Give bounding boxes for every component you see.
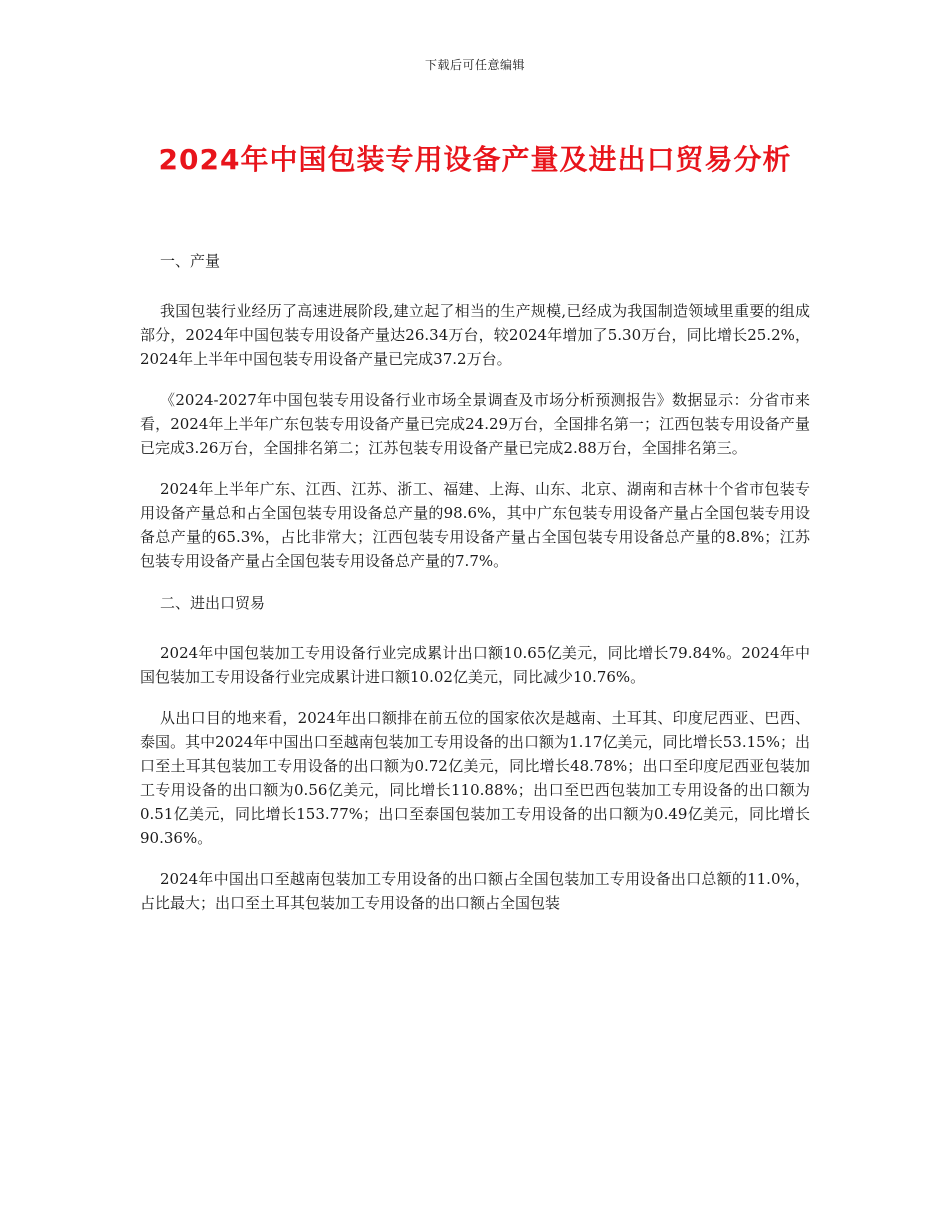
paragraph: 我国包装行业经历了高速进展阶段,建立起了相当的生产规模,已经成为我国制造领域里重要的组成部分，2024年中国包装专用设备产量达26.34万台，较2024年增加了5.30万台，同比增长25.2%，2024年上半年中国包装专用设备产量已完成37.2万台。 xyxy=(140,302,810,368)
paragraph: 《2024-2027年中国包装专用设备行业市场全景调查及市场分析预测报告》数据显示：分省市来看，2024年上半年广东包装专用设备产量已完成24.29万台，全国排名第一；江西包装专用设备产量已完成3.26万台，全国排名第二；江苏包装专用设备产量已完成2.88万台，全国排名第三。 xyxy=(140,391,810,457)
section-heading: 一、产量 xyxy=(160,252,221,270)
document-title: 2024年中国包装专用设备产量及进出口贸易分析 xyxy=(158,143,792,176)
section-trade xyxy=(140,590,810,915)
page-header-note: 下载后可任意编辑 xyxy=(424,58,525,72)
paragraph: 2024年上半年广东、江西、江苏、浙工、福建、上海、山东、北京、湖南和吉林十个省市包装专用设备产量总和占全国包装专用设备总产量的98.6%，其中广东包装专用设备产量占全国包装专用设备总产量的65.3%，占比非常大；江西包装专用设备产量占全国包装专用设备总产量的8.8%；江苏包装专用设备产量占全国包装专用设备总产量的7.7%。 xyxy=(140,480,810,570)
section-heading: 二、进出口贸易 xyxy=(160,594,266,612)
paragraph: 从出口目的地来看，2024年出口额排在前五位的国家依次是越南、土耳其、印度尼西亚、巴西、泰国。其中2024年中国出口至越南包装加工专用设备的出口额为1.17亿美元，同比增长53.15%；出口至土耳其包装加工专用设备的出口额为0.72亿美元，同比增长48.78%；出口至印度尼西亚包装加工专用设备的出口额为0.56亿美元，同比增长110.88%；出口至巴西包装加工专用设备的出口额为0.51亿美元，同比增长153.77%；出口至泰国包装加工专用设备的出口额为0.49亿美元，同比增长90.36%。 xyxy=(140,709,811,847)
document-body xyxy=(140,248,810,932)
paragraph: 2024年中国包装加工专用设备行业完成累计出口额10.65亿美元，同比增长79.84%。2024年中国包装加工专用设备行业完成累计进口额10.02亿美元，同比减少10.76%。 xyxy=(140,644,810,686)
section-production xyxy=(140,248,810,573)
paragraph: 2024年中国出口至越南包装加工专用设备的出口额占全国包装加工专用设备出口总额的11.0%，占比最大；出口至土耳其包装加工专用设备的出口额占全国包装 xyxy=(140,870,810,912)
